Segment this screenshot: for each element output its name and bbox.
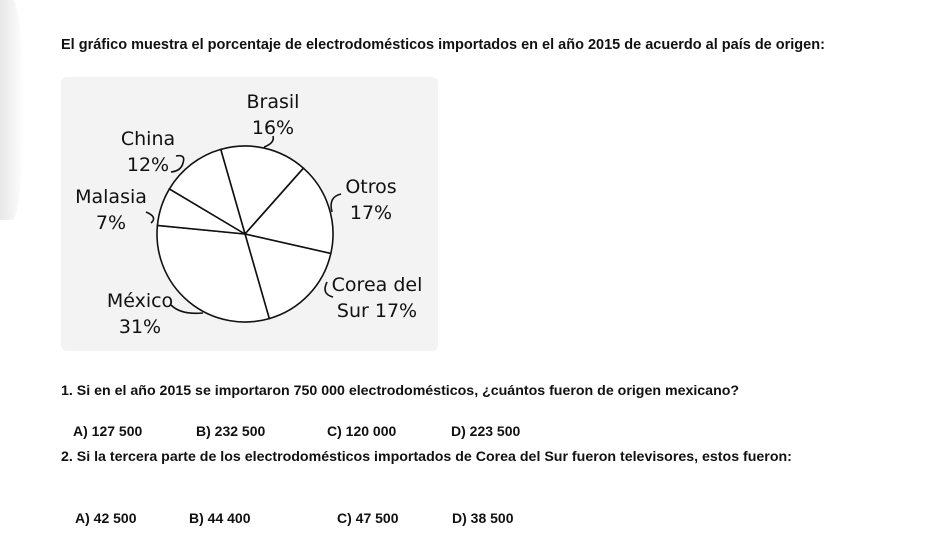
- question-1-option-c[interactable]: C) 120 000: [327, 423, 397, 439]
- question-1-option-b[interactable]: B) 232 500: [196, 423, 266, 439]
- slice-value-brasil: 16%: [251, 117, 295, 139]
- slice-label-mexico: México: [106, 290, 174, 312]
- question-2-text: 2. Si la tercera parte de los electrodomésticos importados de Corea del Sur fueron televisores, estos fueron:: [61, 449, 792, 465]
- slice-value-china: 12%: [126, 154, 170, 176]
- slice-value-mexico: 31%: [118, 316, 162, 338]
- slice-label-corea-del-sur: Corea del: [331, 274, 423, 296]
- question-2-option-c[interactable]: C) 47 500: [337, 510, 399, 526]
- question-1-option-d[interactable]: D) 223 500: [451, 423, 521, 439]
- slice-value-otros: 17%: [349, 202, 393, 224]
- slice-value-corea-del-sur: Sur 17%: [336, 300, 418, 322]
- question-1-option-a[interactable]: A) 127 500: [73, 423, 143, 439]
- question-2: [61, 448, 861, 526]
- question-1: [61, 382, 881, 439]
- leader-line-otros: [331, 194, 341, 212]
- leader-line-malasia: [146, 212, 154, 223]
- leader-line-china: [171, 156, 184, 172]
- slice-label-malasia: Malasia: [75, 186, 147, 208]
- slice-label-otros: Otros: [345, 176, 397, 198]
- slice-label-china: China: [120, 128, 176, 150]
- question-2-option-b[interactable]: B) 44 400: [189, 510, 251, 526]
- question-2-option-d[interactable]: D) 38 500: [452, 510, 514, 526]
- question-2-option-a[interactable]: A) 42 500: [75, 510, 137, 526]
- slice-value-malasia: 7%: [95, 212, 127, 234]
- intro-text: El gráfico muestra el porcentaje de electrodomésticos importados en el año 2015 de acuerdo al país de origen:: [61, 37, 825, 53]
- pie-chart-card: [61, 77, 438, 351]
- question-1-text: 1. Si en el año 2015 se importaron 750 000 electrodomésticos, ¿cuántos fueron de origen mexicano?: [61, 383, 740, 399]
- pie-chart: [61, 77, 438, 351]
- slice-label-brasil: Brasil: [246, 91, 300, 113]
- page-edge-shadow: [0, 0, 24, 220]
